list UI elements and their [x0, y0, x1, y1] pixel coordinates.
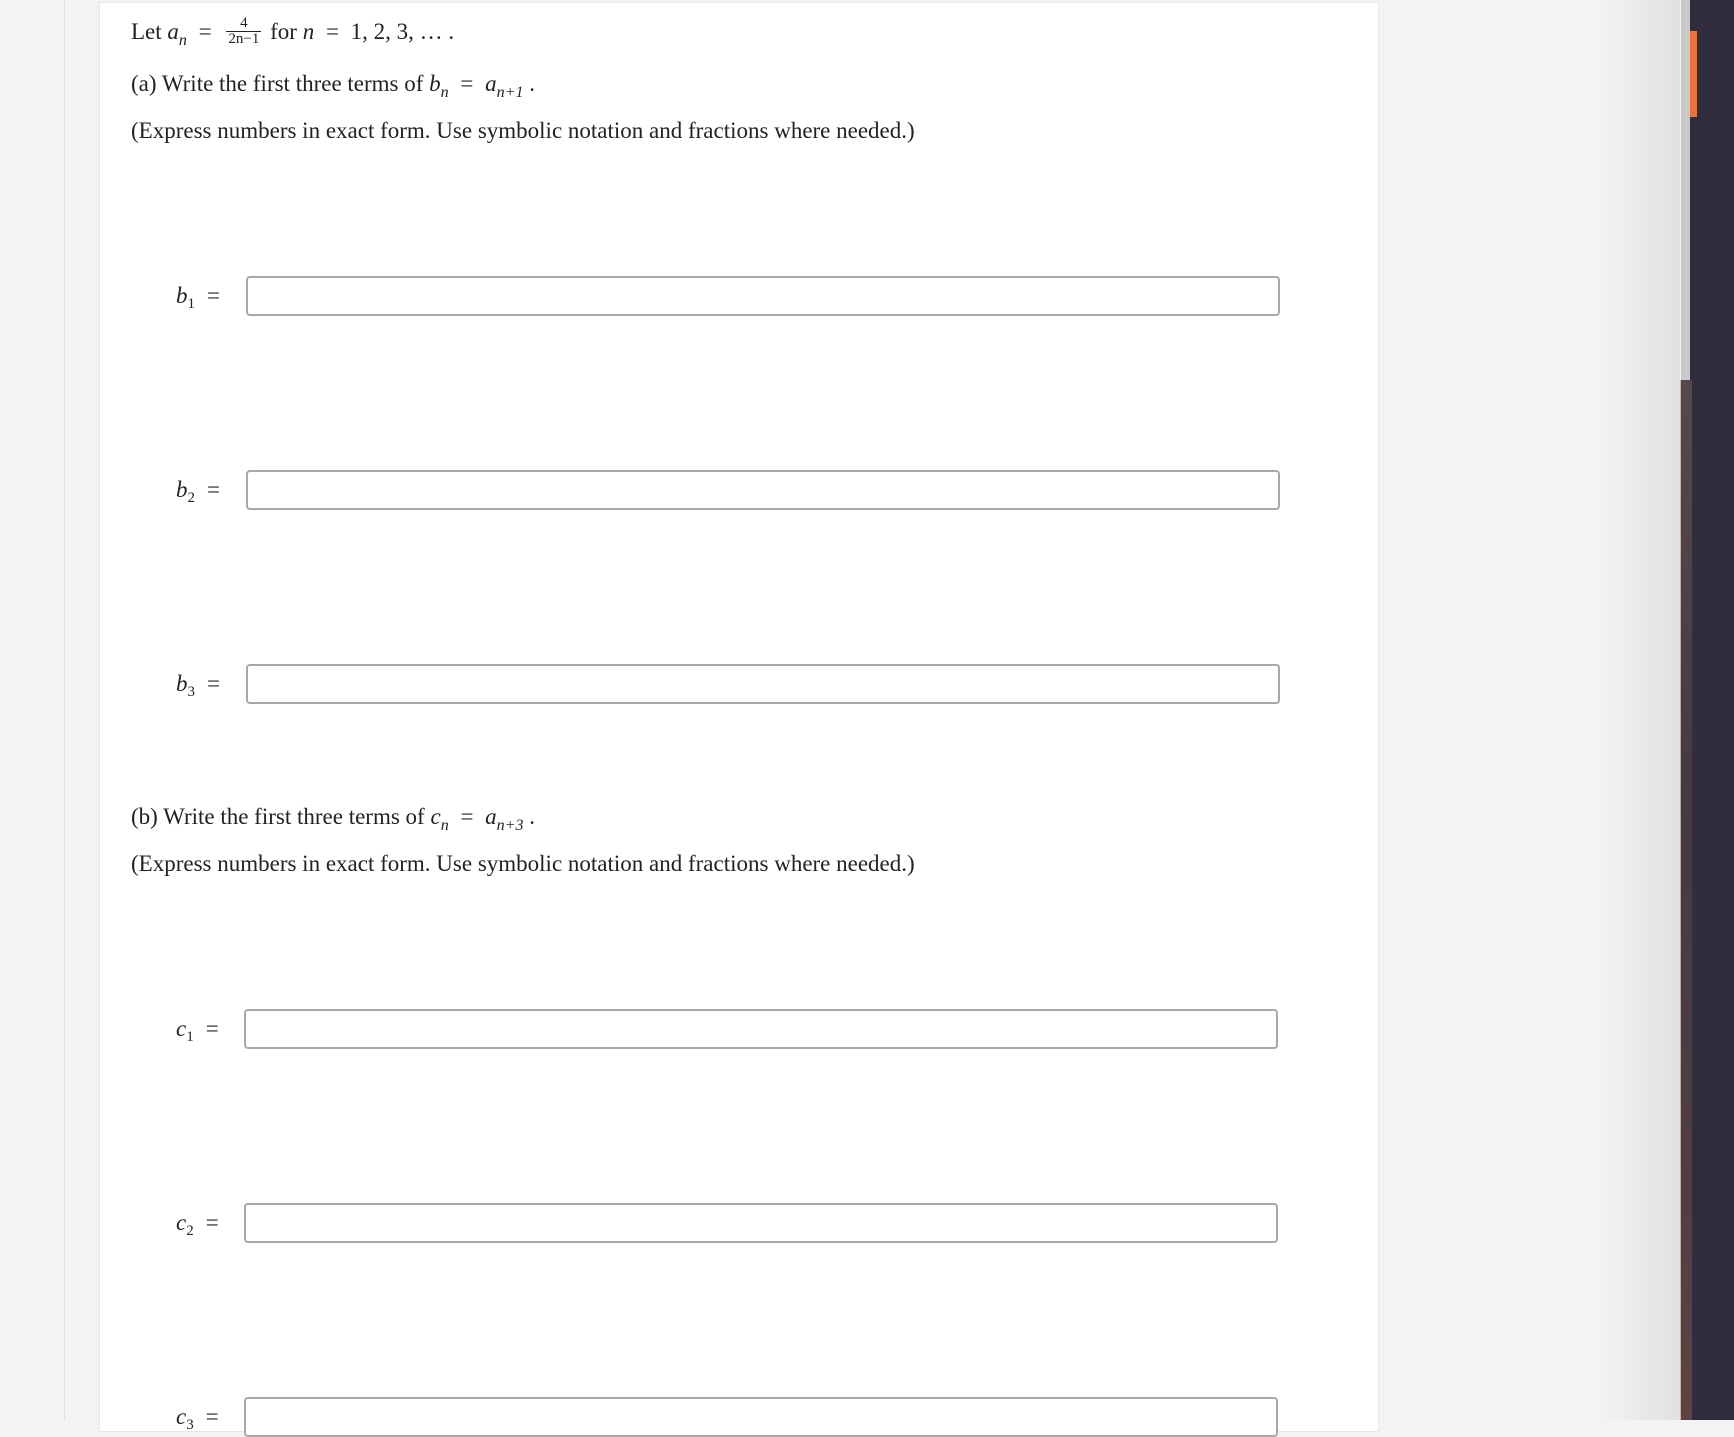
answer-input-b3[interactable] — [246, 664, 1280, 704]
scrollbar-thumb[interactable] — [1681, 0, 1690, 380]
answer-label: $b_3$ = — [176, 671, 220, 700]
answer-label: $c_2$ = — [176, 1210, 219, 1239]
page-edge-shadow — [1600, 0, 1680, 1420]
fraction: $\frac{4}{2n-1}$ — [228, 15, 260, 47]
part-b-heading: (b) Write the first three terms of $c_n = a_{n+3}$ . — [131, 804, 535, 834]
answer-label: $c_3$ = — [176, 1404, 219, 1433]
part-b-instruction: (Express numbers in exact form. Use symbolic notation and fractions where needed.) — [131, 851, 915, 876]
answer-input-b2[interactable] — [246, 470, 1280, 510]
answer-label: $b_2$ = — [176, 477, 220, 506]
answer-input-c3[interactable] — [244, 1397, 1278, 1437]
answer-input-b1[interactable] — [246, 276, 1280, 316]
part-a-heading: (a) Write the first three terms of $b_n = a_{n+1}$ . — [131, 71, 535, 101]
left-divider — [64, 0, 65, 1420]
problem-statement: Let $a_n$ = $\frac{4}{2n-1}$ for n = 1, 2, 3, … . — [131, 15, 455, 49]
answer-label: $c_1$ = — [176, 1016, 219, 1045]
answer-input-c1[interactable] — [244, 1009, 1278, 1049]
answer-label: $b_1$ = — [176, 283, 220, 312]
answer-input-c2[interactable] — [244, 1203, 1278, 1243]
part-a-instruction: (Express numbers in exact form. Use symbolic notation and fractions where needed.) — [131, 118, 915, 143]
side-panel-tab[interactable] — [1690, 31, 1697, 117]
side-panel-edge — [1680, 380, 1692, 1420]
